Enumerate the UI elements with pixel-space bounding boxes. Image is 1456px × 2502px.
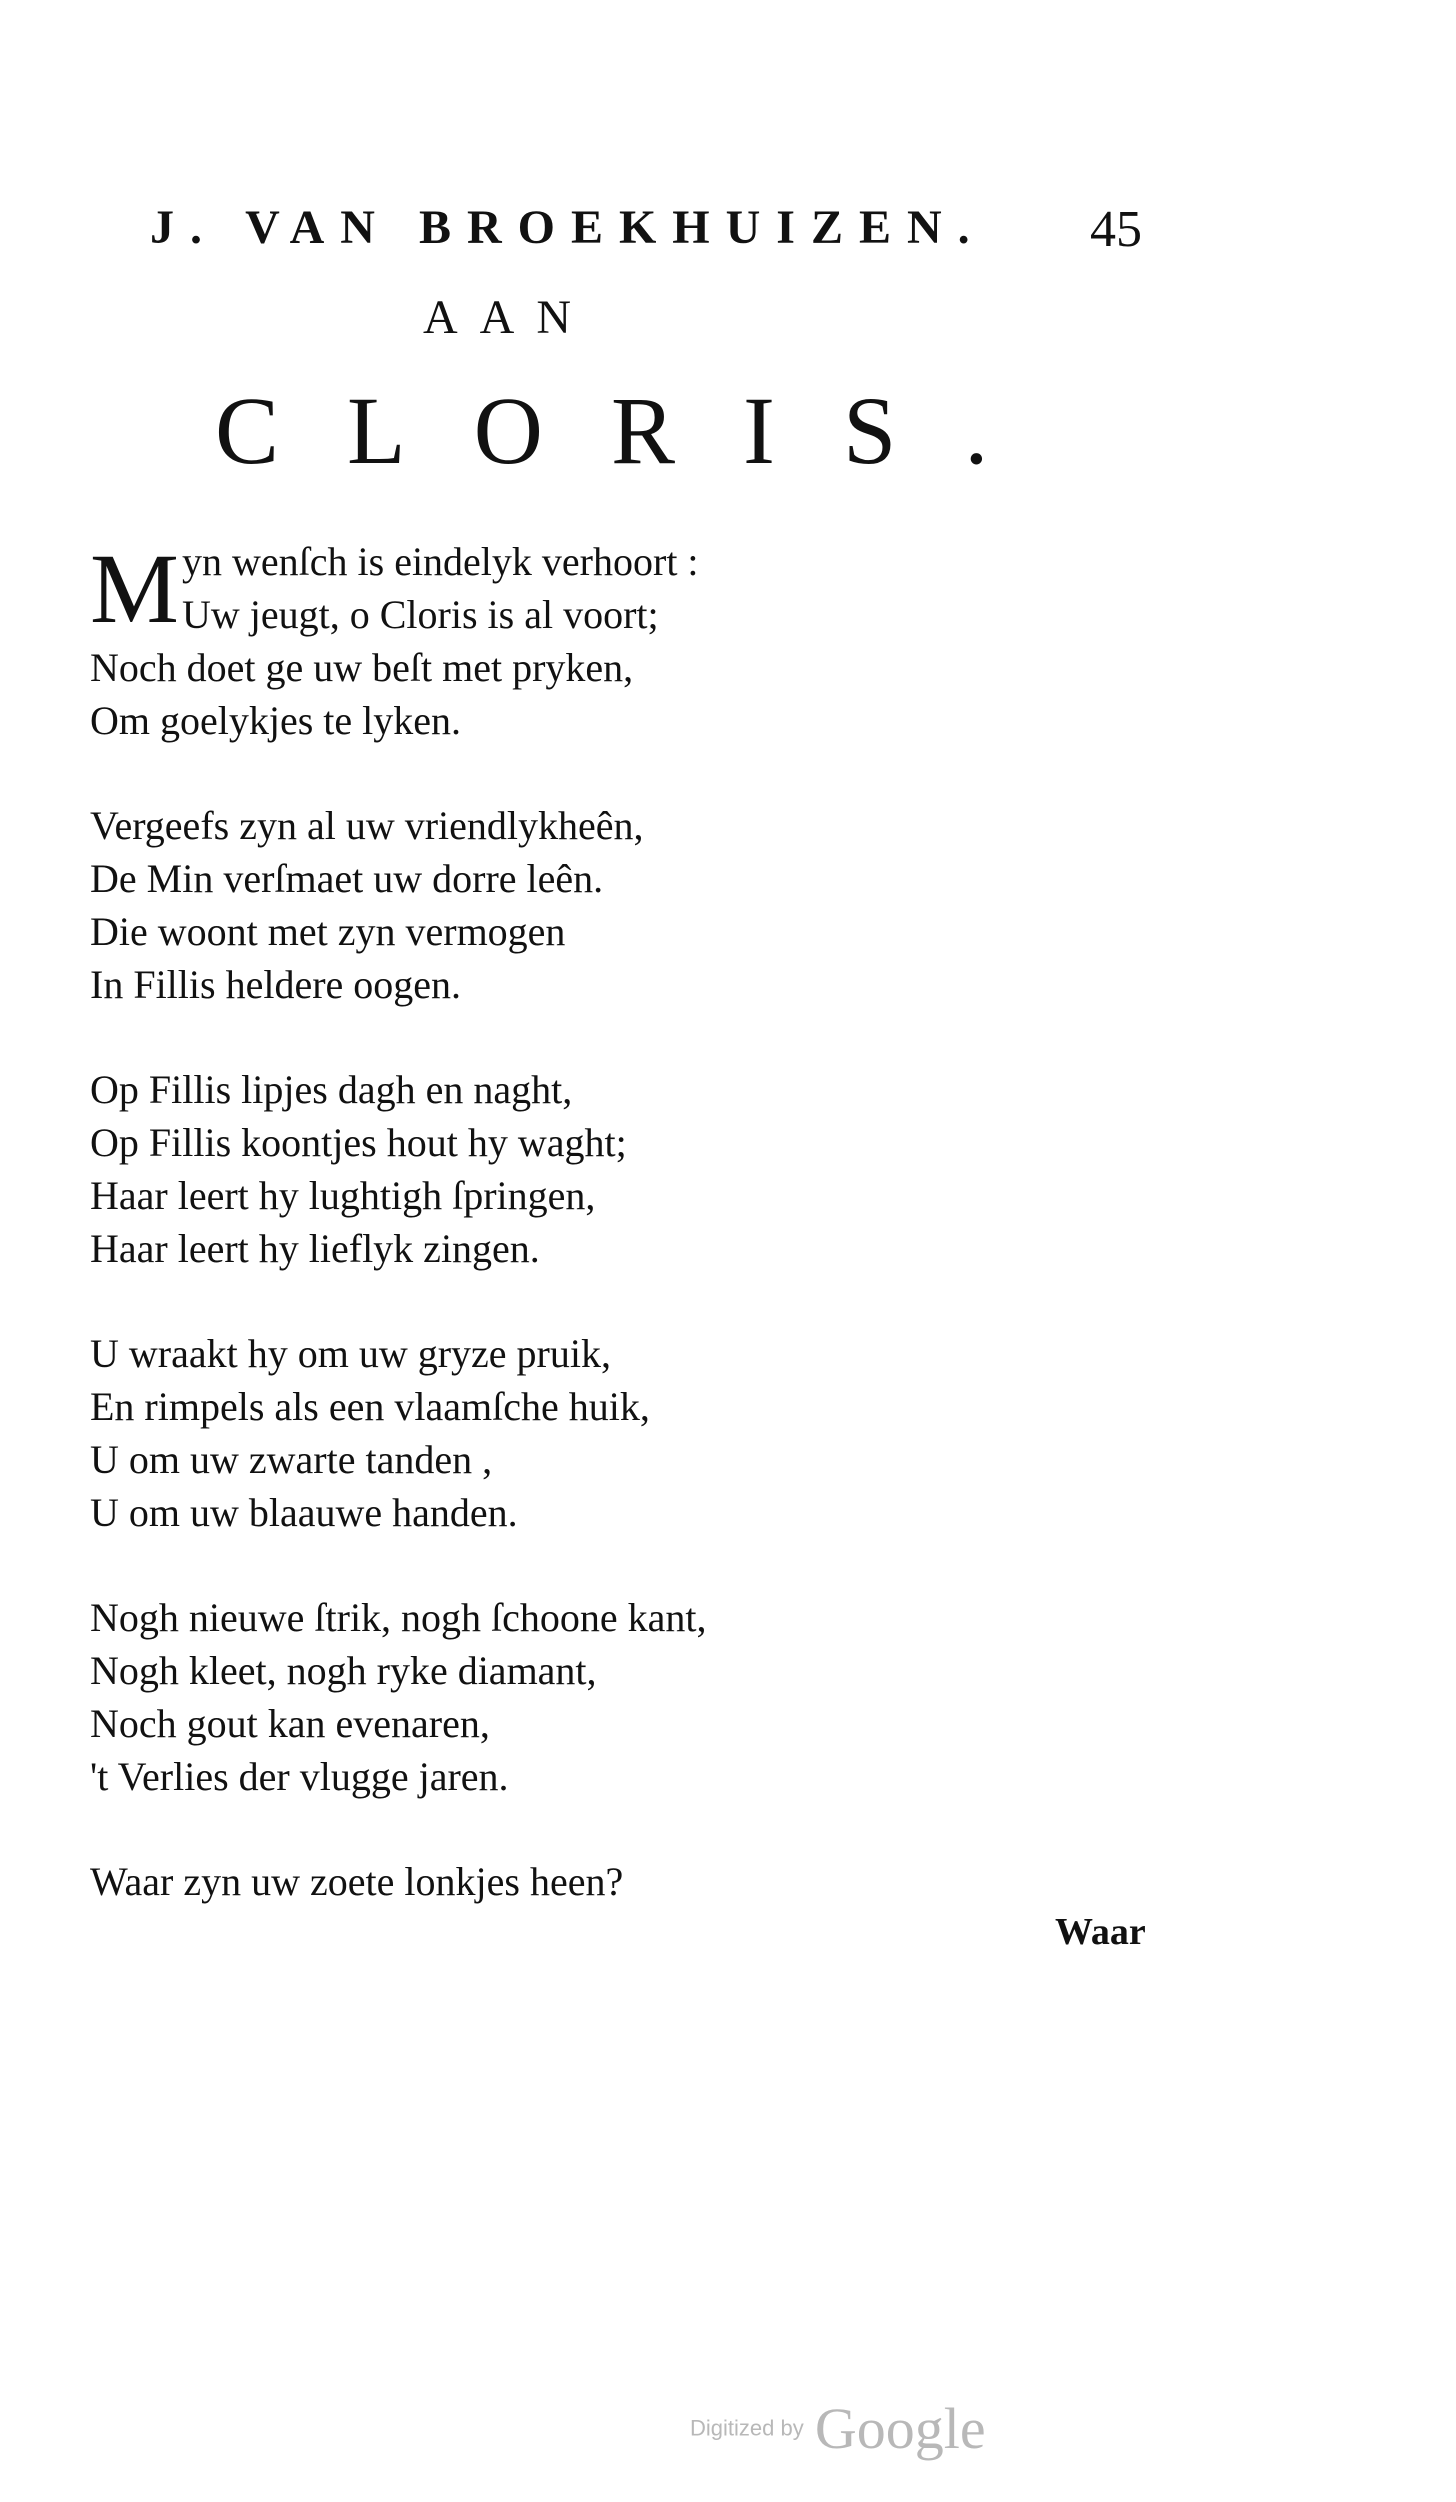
poem-line: yn wenſch is eindelyk verhoort :: [182, 539, 699, 584]
drop-cap: M: [90, 533, 179, 644]
poem-line: Nogh kleet, nogh ryke diamant,: [90, 1648, 597, 1693]
google-logo: Google: [814, 2396, 986, 2461]
catchword: Waar: [1055, 1911, 1146, 1953]
poem-line: In Fillis heldere oogen.: [90, 962, 462, 1007]
stanza-4: [90, 1327, 990, 1539]
poem-line: Nogh nieuwe ſtrik, nogh ſchoone kant,: [90, 1595, 707, 1640]
poem: [90, 535, 990, 1960]
poem-line: Noch gout kan evenaren,: [90, 1701, 490, 1746]
poem-line: U om uw zwarte tanden ,: [90, 1437, 493, 1482]
poem-line: Noch doet ge uw beſt met pryken,: [90, 645, 634, 690]
watermark-prefix: Digitized by: [690, 2415, 804, 2441]
title-aan: [0, 290, 1456, 345]
running-head: [150, 200, 1150, 270]
poem-line: Vergeefs zyn al uw vriendlykheên,: [90, 803, 644, 848]
stanza-5: [90, 1591, 990, 1803]
poem-line: Op Fillis lipjes dagh en naght,: [90, 1067, 573, 1112]
poem-line: Uw jeugt, o Cloris is al voort;: [182, 592, 659, 637]
stanza-1: [90, 535, 990, 747]
title-cloris: CLORIS.: [215, 377, 1057, 484]
poem-line: Haar leert hy lieflyk zingen.: [90, 1226, 540, 1271]
poem-line: En rimpels als een vlaamſche huik,: [90, 1384, 650, 1429]
page-number: 45: [1090, 201, 1142, 258]
poem-line: U wraakt hy om uw gryze pruik,: [90, 1331, 611, 1376]
poem-line: 't Verlies der vlugge jaren.: [90, 1754, 509, 1799]
stanza-3: [90, 1063, 990, 1275]
running-head-author: J. VAN BROEKHUIZEN.: [150, 201, 986, 254]
stanza-6: [90, 1855, 990, 1908]
poem-line: Om goelykjes te lyken.: [90, 698, 462, 743]
stanza-2: [90, 799, 990, 1011]
title-line-1: AAN: [423, 291, 593, 344]
poem-line: Waar zyn uw zoete lonkjes heen?: [90, 1859, 624, 1904]
poem-line: Die woont met zyn vermogen: [90, 909, 566, 954]
poem-line: De Min verſmaet uw dorre leên.: [90, 856, 604, 901]
poem-line: U om uw blaauwe handen.: [90, 1490, 518, 1535]
poem-line: Op Fillis koontjes hout hy waght;: [90, 1120, 627, 1165]
digitized-watermark: [690, 2395, 986, 2462]
poem-line: Haar leert hy lughtigh ſpringen,: [90, 1173, 596, 1218]
